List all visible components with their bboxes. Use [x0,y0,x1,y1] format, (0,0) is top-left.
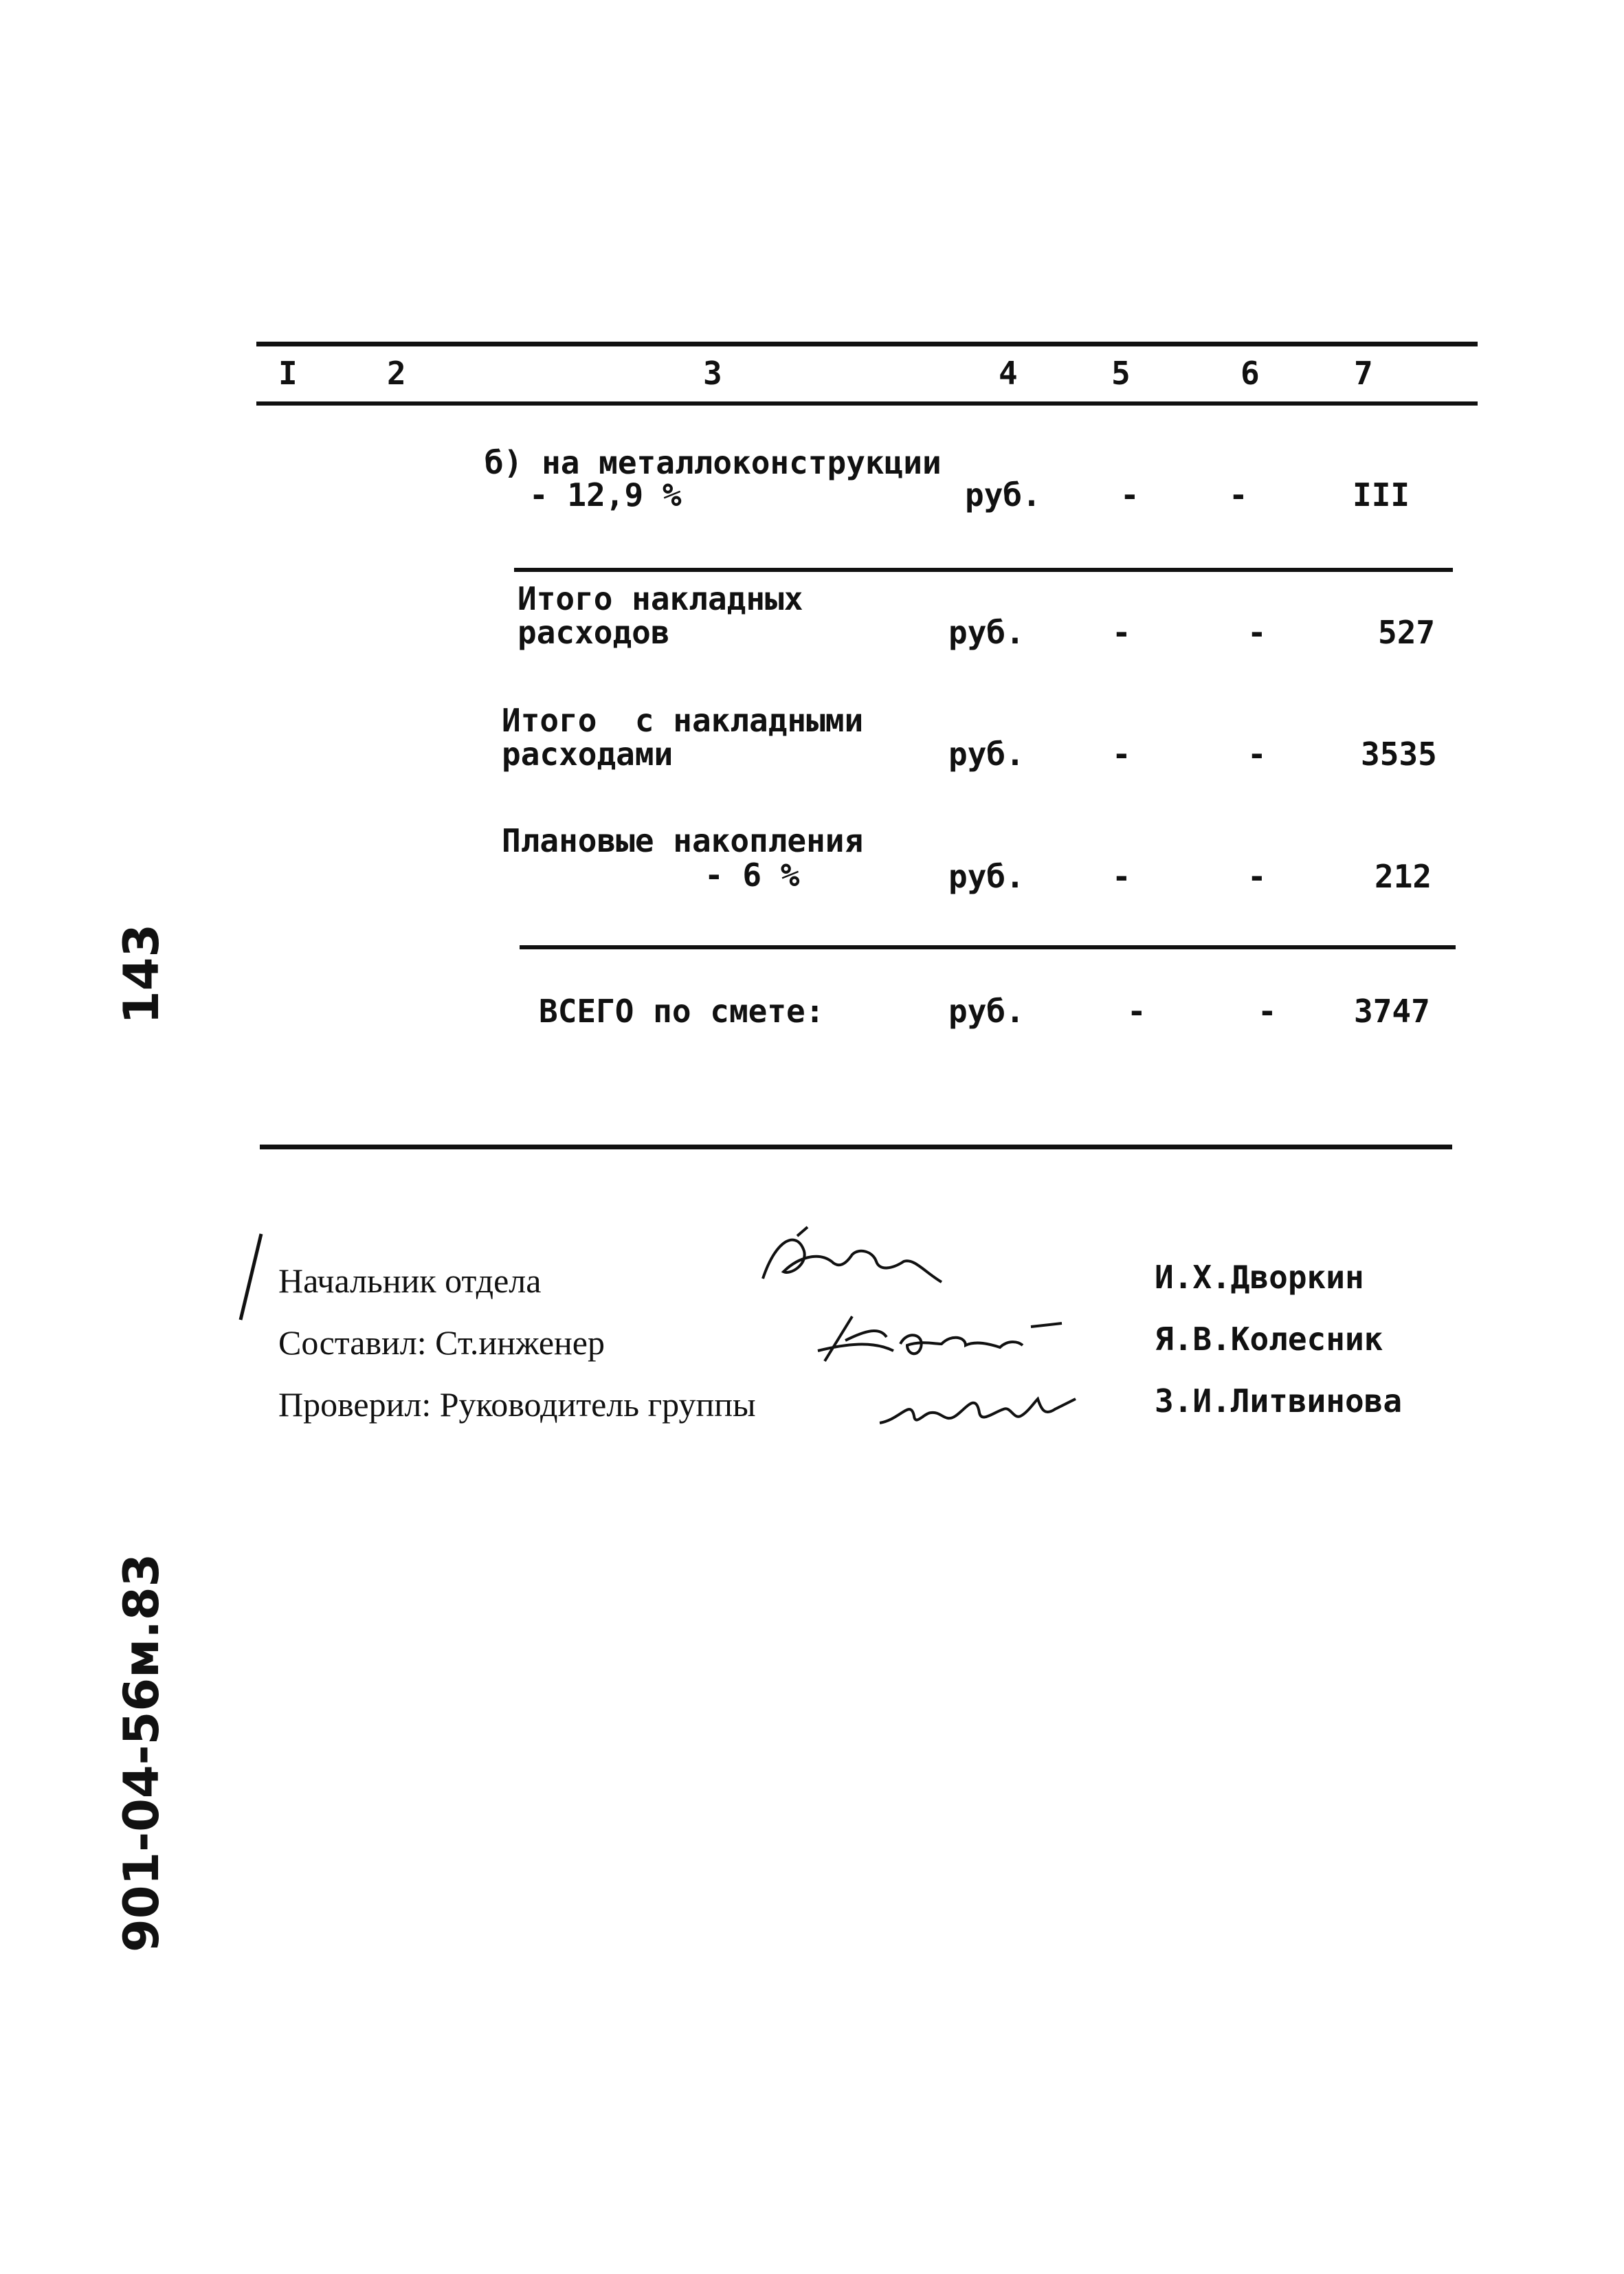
row-col5: - [1112,614,1131,651]
row-col7: III [1353,476,1410,514]
row-label: б) на металлоконструкции [485,444,942,481]
row-col6: - [1258,993,1277,1030]
col-header-7: 7 [1354,355,1373,392]
col-header-6: 6 [1241,355,1260,392]
row-label-sub: расходов [518,614,670,651]
slash-mark [234,1230,268,1327]
row-col5: - [1112,736,1131,773]
row-unit: руб. [948,993,1025,1030]
row-unit: руб. [965,476,1041,514]
row-label-sub: расходами [502,736,674,773]
handwritten-signature [804,1303,1065,1371]
signature-name: И.Х.Дворкин [1155,1259,1364,1296]
row-col6: - [1247,614,1267,651]
row-label: Плановые накопления [502,822,864,859]
row-unit: руб. [948,614,1025,651]
document-code: 901-04-56м.83 [113,1553,170,1952]
row-col6: - [1229,476,1248,514]
row-unit: руб. [948,736,1025,773]
col-header-4: 4 [999,355,1018,392]
row-col6: - [1247,736,1267,773]
row-col7: 527 [1378,614,1436,651]
header-bottom-rule [256,401,1478,406]
grand-total-label: ВСЕГО по смете: [539,993,825,1030]
row-col5: - [1127,993,1146,1030]
col-header-3: 3 [703,355,722,392]
signature-name: Я.В.Колесник [1155,1321,1383,1358]
page-number: 143 [113,923,170,1024]
row-col5: - [1112,858,1131,895]
signature-role: Начальник отдела [278,1261,542,1300]
row-label-sub: - 6 % [704,857,800,894]
row-col7: 212 [1375,858,1432,895]
row-col7: 3535 [1361,736,1437,773]
row-unit: руб. [948,858,1025,895]
col-header-1: I [278,355,298,392]
signature-name: З.И.Литвинова [1155,1382,1403,1420]
handwritten-signature [756,1224,948,1299]
grand-total-value: 3747 [1354,993,1430,1030]
row-label-sub: - 12,9 % [529,476,682,514]
table-top-rule [256,342,1478,346]
table-bottom-rule [260,1145,1452,1149]
row-col5: - [1120,476,1139,514]
grand-total-rule [520,945,1456,949]
col-header-5: 5 [1111,355,1131,392]
signature-role: Проверил: Руководитель группы [278,1385,756,1424]
subtotal-rule [514,568,1453,572]
row-label: Итого с накладными [502,702,864,739]
row-label: Итого накладных [518,580,803,617]
signature-role: Составил: Ст.инженер [278,1323,605,1362]
handwritten-signature [873,1378,1079,1440]
col-header-2: 2 [387,355,406,392]
row-col6: - [1247,858,1267,895]
